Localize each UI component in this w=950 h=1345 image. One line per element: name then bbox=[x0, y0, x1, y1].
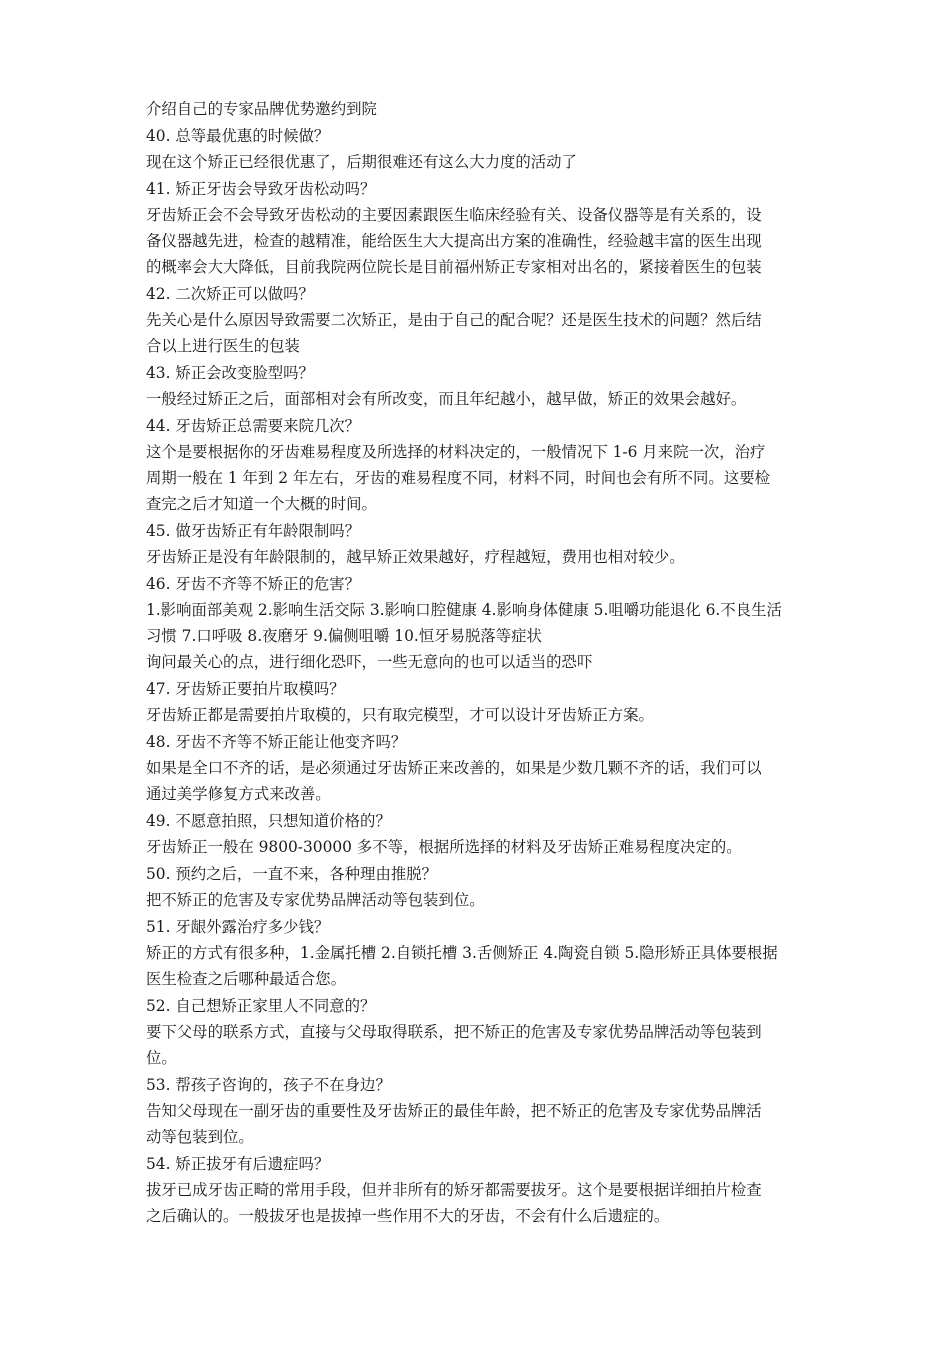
answer-line: 询问最关心的点，进行细化恐吓，一些无意向的也可以适当的恐吓 bbox=[146, 653, 593, 671]
qa-item bbox=[146, 518, 836, 570]
qa-item bbox=[146, 281, 836, 359]
answer-line: 如果是全口不齐的话，是必须通过牙齿矫正来改善的，如果是少数几颗不齐的话，我们可以 bbox=[146, 759, 762, 777]
answer-text bbox=[146, 887, 836, 913]
qa-item bbox=[146, 993, 836, 1071]
answer-text bbox=[146, 702, 836, 728]
qa-list bbox=[146, 123, 836, 1229]
question-text: 41. 矫正牙齿会导致牙齿松动吗？ bbox=[146, 180, 376, 198]
answer-text bbox=[146, 544, 836, 570]
answer-text bbox=[146, 1177, 836, 1229]
answer-line: 之后确认的。一般拔牙也是拔掉一些作用不大的牙齿，不会有什么后遗症的。 bbox=[146, 1207, 670, 1225]
question-text: 53. 帮孩子咨询的，孩子不在身边？ bbox=[146, 1076, 391, 1094]
question-text: 51. 牙龈外露治疗多少钱？ bbox=[146, 918, 330, 936]
answer-text bbox=[146, 307, 836, 359]
answer-line: 习惯 7.口呼吸 8.夜磨牙 9.偏侧咀嚼 10.恒牙易脱落等症状 bbox=[146, 627, 542, 645]
answer-line: 拔牙已成牙齿正畸的常用手段，但并非所有的矫牙都需要拔牙。这个是要根据详细拍片检查 bbox=[146, 1181, 762, 1199]
answer-line: 的概率会大大降低，目前我院两位院长是目前福州矫正专家相对出名的，紧接着医生的包装 bbox=[146, 258, 762, 276]
answer-line: 牙齿矫正一般在 9800-30000 多不等，根据所选择的材料及牙齿矫正难易程度决定的。 bbox=[146, 838, 742, 856]
answer-line: 牙齿矫正会不会导致牙齿松动的主要因素跟医生临床经验有关、设备仪器等是有关系的，设 bbox=[146, 206, 762, 224]
qa-item bbox=[146, 1151, 836, 1229]
answer-line: 1.影响面部美观 2.影响生活交际 3.影响口腔健康 4.影响身体健康 5.咀嚼功能退化 6.不良生活 bbox=[146, 601, 782, 619]
answer-line: 把不矫正的危害及专家优势品牌活动等包装到位。 bbox=[146, 891, 485, 909]
qa-item bbox=[146, 1072, 836, 1150]
answer-text bbox=[146, 149, 836, 175]
document-page bbox=[146, 96, 836, 1229]
answer-text bbox=[146, 597, 836, 675]
answer-line: 牙齿矫正是没有年龄限制的，越早矫正效果越好，疗程越短，费用也相对较少。 bbox=[146, 548, 685, 566]
answer-line: 合以上进行医生的包装 bbox=[146, 337, 300, 355]
qa-item bbox=[146, 676, 836, 728]
question-text: 42. 二次矫正可以做吗？ bbox=[146, 285, 314, 303]
question-text: 44. 牙齿矫正总需要来院几次？ bbox=[146, 417, 361, 435]
question-text: 54. 矫正拔牙有后遗症吗？ bbox=[146, 1155, 330, 1173]
question-text: 47. 牙齿矫正要拍片取模吗？ bbox=[146, 680, 345, 698]
answer-text bbox=[146, 1098, 836, 1150]
answer-line: 一般经过矫正之后，面部相对会有所改变，而且年纪越小，越早做，矫正的效果会越好。 bbox=[146, 390, 747, 408]
qa-item bbox=[146, 808, 836, 860]
qa-item bbox=[146, 914, 836, 992]
answer-line: 先关心是什么原因导致需要二次矫正，是由于自己的配合呢？还是医生技术的问题？然后结 bbox=[146, 311, 762, 329]
answer-line: 矫正的方式有很多种，1.金属托槽 2.自锁托槽 3.舌侧矫正 4.陶瓷自锁 5.隐形矫正具体要根据 bbox=[146, 944, 778, 962]
question-text: 45. 做牙齿矫正有年龄限制吗？ bbox=[146, 522, 361, 540]
question-text: 40. 总等最优惠的时候做？ bbox=[146, 127, 330, 145]
qa-item bbox=[146, 861, 836, 913]
answer-text bbox=[146, 834, 836, 860]
answer-line: 告知父母现在一副牙齿的重要性及牙齿矫正的最佳年龄，把不矫正的危害及专家优势品牌活 bbox=[146, 1102, 762, 1120]
qa-item bbox=[146, 176, 836, 280]
question-text: 43. 矫正会改变脸型吗？ bbox=[146, 364, 314, 382]
answer-line: 牙齿矫正都是需要拍片取模的，只有取完模型，才可以设计牙齿矫正方案。 bbox=[146, 706, 654, 724]
question-text: 49. 不愿意拍照，只想知道价格的？ bbox=[146, 812, 391, 830]
answer-line: 动等包装到位。 bbox=[146, 1128, 254, 1146]
answer-text bbox=[146, 386, 836, 412]
answer-line: 通过美学修复方式来改善。 bbox=[146, 785, 331, 803]
answer-line: 要下父母的联系方式，直接与父母取得联系，把不矫正的危害及专家优势品牌活动等包装到 bbox=[146, 1023, 762, 1041]
answer-line: 这个是要根据你的牙齿难易程度及所选择的材料决定的，一般情况下 1-6 月来院一次，治疗 bbox=[146, 443, 766, 461]
question-text: 50. 预约之后，一直不来，各种理由推脱？ bbox=[146, 865, 438, 883]
answer-line: 周期一般在 1 年到 2 年左右，牙齿的难易程度不同，材料不同，时间也会有所不同。这要检 bbox=[146, 469, 770, 487]
answer-text bbox=[146, 940, 836, 992]
answer-text bbox=[146, 755, 836, 807]
question-text: 46. 牙齿不齐等不矫正的危害？ bbox=[146, 575, 361, 593]
qa-item bbox=[146, 123, 836, 175]
answer-text bbox=[146, 439, 836, 517]
qa-item bbox=[146, 571, 836, 675]
qa-item bbox=[146, 360, 836, 412]
answer-text bbox=[146, 1019, 836, 1071]
answer-line: 现在这个矫正已经很优惠了，后期很难还有这么大力度的活动了 bbox=[146, 153, 577, 171]
answer-line: 查完之后才知道一个大概的时间。 bbox=[146, 495, 377, 513]
answer-line: 备仪器越先进，检查的越精准，能给医生大大提高出方案的准确性，经验越丰富的医生出现 bbox=[146, 232, 762, 250]
answer-line: 医生检查之后哪种最适合您。 bbox=[146, 970, 347, 988]
answer-text bbox=[146, 202, 836, 280]
question-text: 52. 自己想矫正家里人不同意的？ bbox=[146, 997, 376, 1015]
qa-item bbox=[146, 413, 836, 517]
intro-text: 介绍自己的专家品牌优势邀约到院 bbox=[146, 100, 377, 118]
answer-line: 位。 bbox=[146, 1049, 177, 1067]
question-text: 48. 牙齿不齐等不矫正能让他变齐吗？ bbox=[146, 733, 407, 751]
qa-item bbox=[146, 729, 836, 807]
